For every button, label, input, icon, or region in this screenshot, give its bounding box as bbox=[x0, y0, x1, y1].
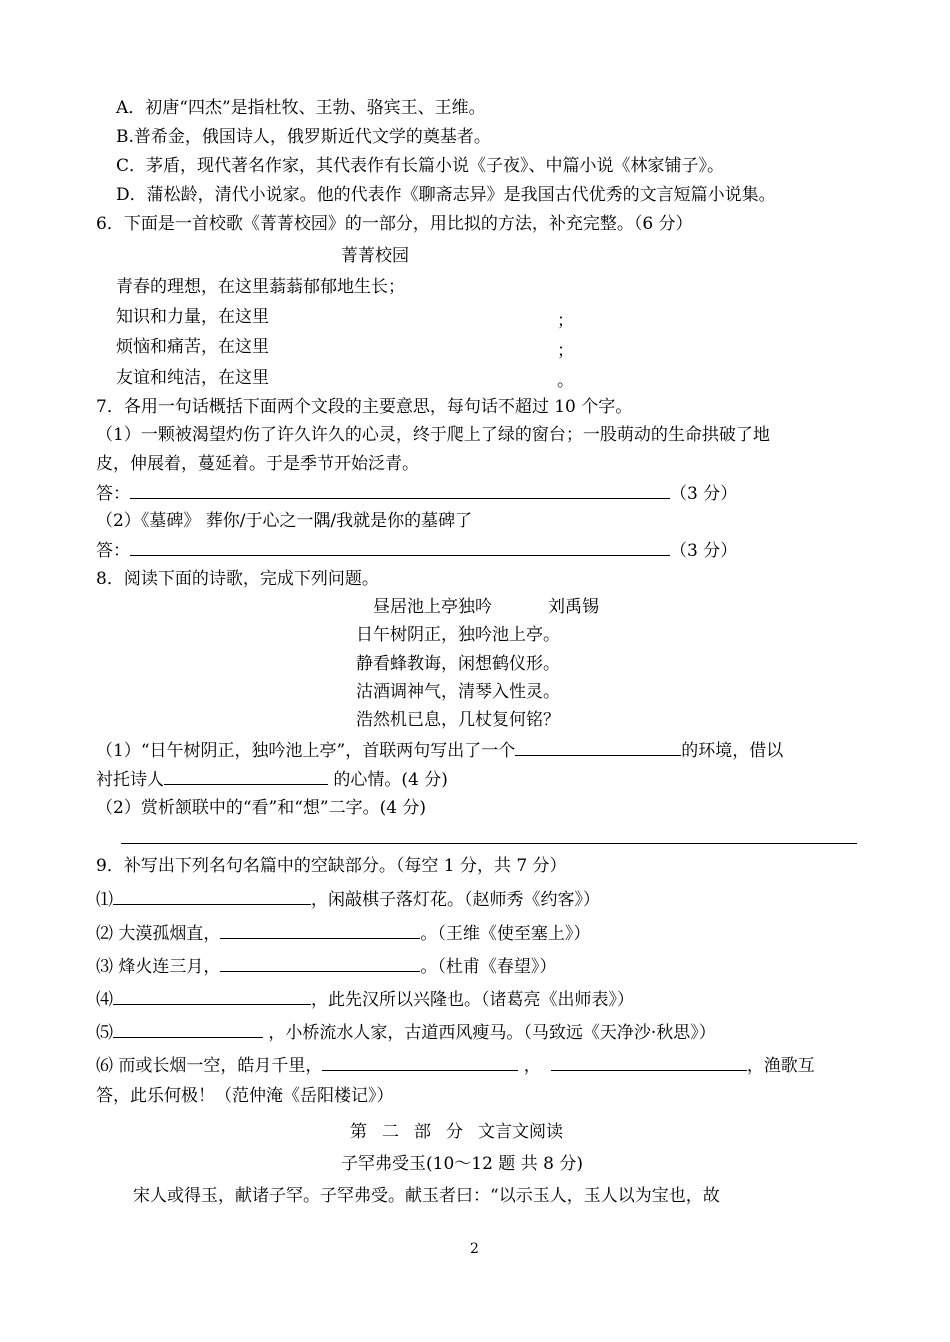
poem-line-3: 沽酒调神气，清琴入性灵。 bbox=[356, 682, 560, 702]
part-heading-sub: 文言文阅读 bbox=[478, 1122, 563, 1142]
q6-line-2-end: ； bbox=[557, 311, 574, 331]
page-number: 2 bbox=[470, 1241, 479, 1257]
item-number: ⑸ bbox=[96, 1023, 113, 1043]
q8-sub-1-line-1 bbox=[96, 739, 783, 762]
item-text: 。（王维《使至塞上》） bbox=[420, 924, 591, 944]
q9-blank-5[interactable] bbox=[113, 1021, 263, 1038]
q7-answer-1 bbox=[96, 482, 737, 505]
q7-answer-2 bbox=[96, 539, 737, 562]
q6-line-1: 青春的理想，在这里蓊蓊郁郁地生长； bbox=[116, 277, 405, 297]
item-text: ，此先汉所以兴隆也。（诸葛亮《出师表》） bbox=[311, 990, 634, 1010]
answer-label: 答： bbox=[96, 541, 130, 561]
item-text: 而或长烟一空，皓月千里， bbox=[113, 1056, 323, 1076]
part-heading: 第二部分 bbox=[350, 1122, 478, 1142]
q8-sub-1-text-3: 的心情。(4 分) bbox=[328, 770, 448, 790]
answer-label: 答： bbox=[96, 484, 130, 504]
q5-option-c: C．茅盾，现代著名作家，其代表作有长篇小说《子夜》、中篇小说《林家铺子》。 bbox=[116, 156, 725, 176]
q9-item-4 bbox=[96, 988, 634, 1011]
q9-item-2 bbox=[96, 922, 590, 945]
q8-sub-2: （2）赏析颔联中的“看”和“想”二字。(4 分) bbox=[96, 798, 427, 818]
q5-option-d: D．蒲松龄，清代小说家。他的代表作《聊斋志异》是我国古代优秀的文言短篇小说集。 bbox=[116, 185, 776, 205]
score-label: （3 分） bbox=[670, 484, 738, 504]
q8-sub-1-text: （1）“日午树阴正，独吟池上亭”，首联两句写出了一个 bbox=[96, 741, 516, 761]
item-text: ， bbox=[518, 1056, 541, 1076]
item-text: 大漠孤烟直， bbox=[113, 924, 221, 944]
q7-prompt: 7．各用一句话概括下面两个文段的主要意思，每句话不超过 10 个字。 bbox=[96, 397, 633, 417]
q9-blank-2[interactable] bbox=[220, 922, 420, 939]
q8-environment-blank[interactable] bbox=[515, 739, 681, 756]
q9-prompt: 9．补写出下列名句名篇中的空缺部分。（每空 1 分，共 7 分） bbox=[96, 856, 567, 876]
q8-sub-1-text-2: 衬托诗人 bbox=[96, 770, 164, 790]
q9-item-6 bbox=[96, 1054, 815, 1077]
passage-title: 子罕弗受玉(10～12 题 共 8 分) bbox=[341, 1154, 583, 1174]
q5-option-a: A．初唐“四杰”是指杜牧、王勃、骆宾王、王维。 bbox=[116, 98, 486, 118]
item-number: ⑴ bbox=[96, 890, 113, 910]
answer-1-blank[interactable] bbox=[130, 482, 670, 499]
passage-line-1: 宋人或得玉，献诸子罕。子罕弗受。献玉者曰：“以示玉人，玉人以为宝也，故 bbox=[133, 1186, 720, 1206]
item-text: ，闲敲棋子落灯花。（赵师秀《约客》） bbox=[311, 890, 600, 910]
q5-option-b: B.普希金，俄国诗人，俄罗斯近代文学的奠基者。 bbox=[116, 127, 491, 147]
item-number: ⑷ bbox=[96, 990, 113, 1010]
q8-answer-line[interactable] bbox=[121, 843, 857, 844]
item-text: 烽火连三月， bbox=[113, 957, 221, 977]
q8-prompt: 8．阅读下面的诗歌，完成下列问题。 bbox=[96, 569, 379, 589]
item-number: ⑵ bbox=[96, 924, 113, 944]
q9-blank-3[interactable] bbox=[220, 955, 420, 972]
item-number: ⑶ bbox=[96, 957, 113, 977]
q7-passage-1-line-2: 皮，伸展着，蔓延着。于是季节开始泛青。 bbox=[96, 454, 419, 474]
q9-blank-7[interactable] bbox=[551, 1054, 747, 1071]
score-label: （3 分） bbox=[670, 541, 738, 561]
item-text: ，小桥流水人家，古道西风瘦马。（马致远《天净沙·秋思》） bbox=[263, 1023, 716, 1043]
q9-item-6-line-2: 答，此乐何极！（范仲淹《岳阳楼记》） bbox=[96, 1086, 394, 1106]
q6-line-3-end: ； bbox=[557, 341, 574, 361]
q9-item-5 bbox=[96, 1021, 716, 1044]
poem-line-1: 日午树阴正，独吟池上亭。 bbox=[356, 625, 560, 645]
q6-song-title: 菁菁校园 bbox=[341, 246, 409, 266]
q6-line-3: 烦恼和痛苦，在这里 bbox=[116, 337, 269, 357]
poem-author: 刘禹锡 bbox=[548, 597, 599, 617]
item-number: ⑹ bbox=[96, 1056, 113, 1076]
part-two-heading bbox=[350, 1121, 563, 1143]
q8-sub-1-line-2 bbox=[96, 768, 448, 791]
q6-line-4: 友谊和纯洁，在这里 bbox=[116, 368, 269, 388]
poem-line-2: 静看蜂教诲，闲想鹤仪形。 bbox=[356, 654, 560, 674]
q6-line-2: 知识和力量，在这里 bbox=[116, 307, 269, 327]
q9-item-3 bbox=[96, 955, 556, 978]
q7-passage-1-line-1: （1）一颗被渴望灼伤了许久许久的心灵，终于爬上了绿的窗台；一股萌动的生命拱破了地 bbox=[96, 425, 770, 445]
poem-line-4: 浩然机已息，几杖复何铭？ bbox=[356, 710, 560, 730]
q9-blank-4[interactable] bbox=[113, 988, 311, 1005]
item-text: ，渔歌互 bbox=[746, 1056, 815, 1076]
q6-line-4-end: 。 bbox=[557, 371, 574, 391]
q8-mood-blank[interactable] bbox=[164, 768, 328, 785]
item-text: 。（杜甫《春望》） bbox=[420, 957, 557, 977]
q9-item-1 bbox=[96, 888, 600, 911]
answer-2-blank[interactable] bbox=[130, 539, 670, 556]
q6-prompt: 6．下面是一首校歌《菁菁校园》的一部分，用比拟的方法，补充完整。（6 分） bbox=[96, 214, 693, 234]
q9-blank-1[interactable] bbox=[113, 888, 311, 905]
poem-title: 昼居池上亭独吟 bbox=[373, 597, 492, 617]
q9-blank-6[interactable] bbox=[322, 1054, 518, 1071]
q7-passage-2: （2）《墓碑》 葬你/于心之一隅/我就是你的墓碑了 bbox=[96, 511, 473, 531]
q8-sub-1-text-cont: 的环境，借以 bbox=[681, 741, 784, 761]
